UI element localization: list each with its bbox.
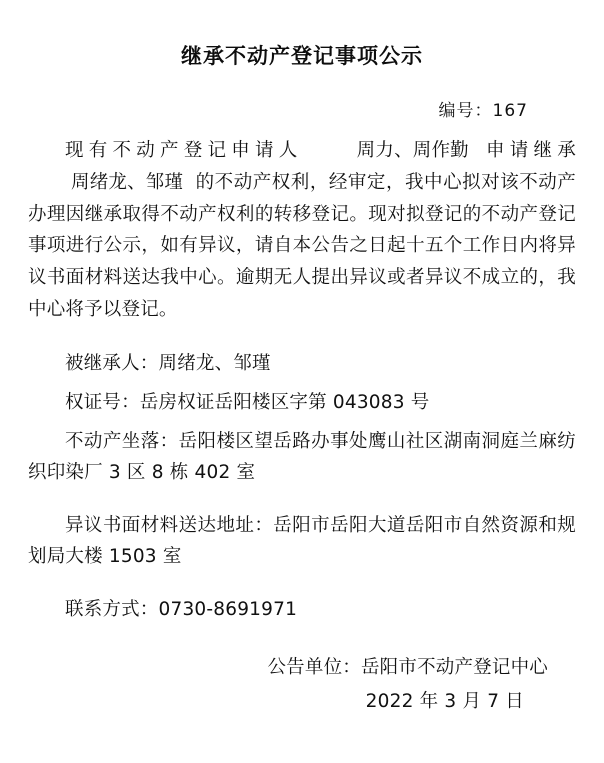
paragraph-spacer	[28, 340, 576, 348]
main-paragraph-segment-1: 现有不动产登记申请人	[65, 140, 303, 161]
field-property-location	[28, 426, 576, 488]
field-decedent-label: 被继承人：	[65, 352, 159, 374]
field-objection-address-label: 异议书面材料送达地址：	[65, 515, 274, 537]
issuer-value: 岳阳市不动产登记中心	[360, 657, 548, 679]
serial-number-value: 167	[492, 101, 528, 121]
issue-date: 2022 年 3 月 7 日	[365, 690, 524, 712]
field-spacer	[28, 496, 576, 510]
main-paragraph-segment-2: 申请继承	[486, 140, 576, 161]
field-contact-label: 联系方式：	[65, 599, 159, 621]
serial-number-line	[28, 96, 576, 121]
field-spacer-2	[28, 580, 576, 594]
field-decedent-value: 周绪龙、邹瑾	[158, 352, 271, 374]
page-title: 继承不动产登记事项公示	[181, 44, 423, 68]
field-decedent	[28, 348, 576, 379]
serial-number-label: 编号：	[438, 101, 493, 121]
field-certificate-number	[28, 387, 576, 418]
main-paragraph-segment-3: 的不动产权利，经审定，我中心拟对该不动产办理因继承取得不动产权利的转移登记。现对拟登记的不动产登记事项进行公示，如有异议，请自本公告之日起十五个工作日内将异议书面材料送达我中心。逾期无人提出异议或者异议不成立的，我中心将予以登记。	[28, 171, 576, 321]
field-certificate-number-value: 岳房权证岳阳楼区字第 043083 号	[139, 391, 430, 413]
issuer-label: 公告单位：	[267, 657, 361, 679]
field-property-location-label: 不动产坐落：	[65, 431, 179, 453]
field-property-location-value: 岳阳楼区望岳路办事处鹰山社区湖南洞庭兰麻纺织印染厂 3 区 8 栋 402 室	[28, 431, 576, 484]
field-contact-value: 0730-8691971	[158, 599, 298, 621]
decedent-names-inline: 周绪龙、邹瑾	[71, 171, 184, 193]
field-objection-address	[28, 510, 576, 572]
main-paragraph	[28, 135, 576, 326]
document-footer	[28, 651, 576, 718]
applicant-names: 周力、周作勤	[356, 140, 469, 161]
field-contact	[28, 594, 576, 625]
field-certificate-number-label: 权证号：	[65, 391, 140, 413]
issuer-line	[28, 651, 576, 684]
field-objection-address-value: 岳阳市岳阳大道岳阳市自然资源和规划局大楼 1503 室	[28, 515, 576, 568]
